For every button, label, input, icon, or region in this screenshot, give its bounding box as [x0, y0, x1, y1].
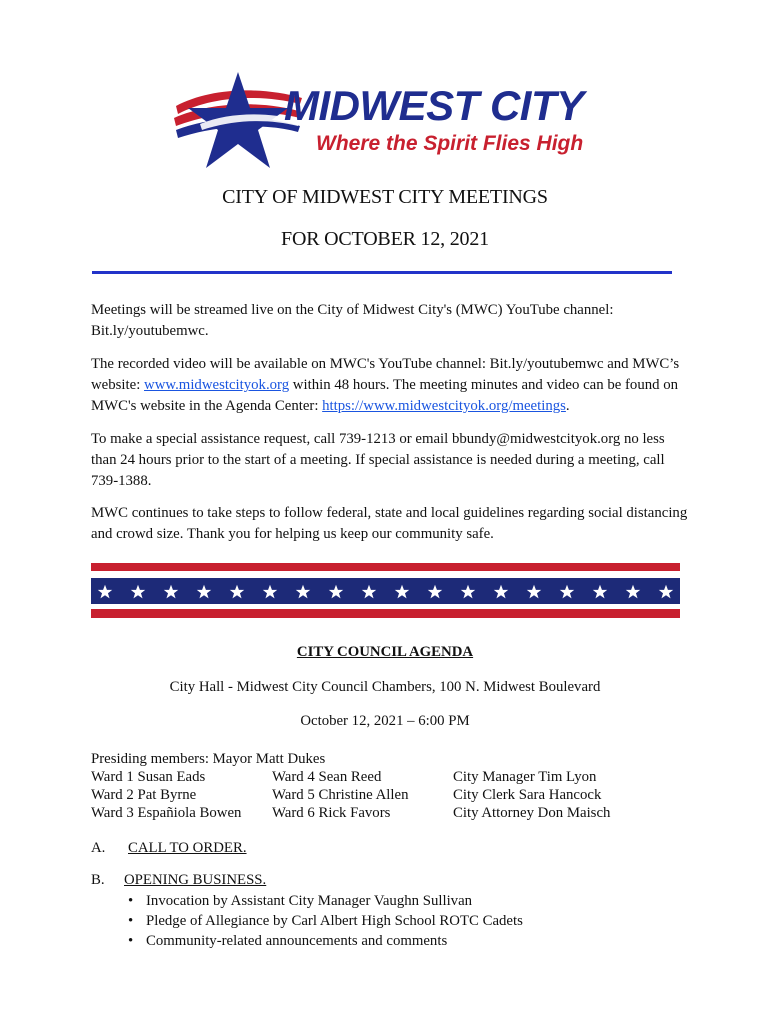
assistance-paragraph: To make a special assistance request, call 739-1213 or email bbundy@midwestcityok.org no less than 24 hours prior to the start of a meeting. If special assistance is needed during a meeting, call 739-1388. — [91, 431, 665, 489]
section-title: CALL TO ORDER. — [128, 840, 247, 856]
list-item: • Community-related announcements and comments — [128, 931, 523, 951]
city-logo — [170, 68, 620, 172]
recording-paragraph — [91, 354, 691, 417]
star-icon — [196, 584, 212, 600]
member-ward-1: Ward 1 Susan Eads — [91, 769, 206, 785]
section-title: OPENING BUSINESS. — [124, 872, 267, 888]
agenda-title: CITY COUNCIL AGENDA — [296, 644, 474, 660]
flag-stripe-red — [91, 609, 680, 618]
meetings-link[interactable]: https://www.midwestcityok.org/meetings — [322, 398, 566, 414]
member-ward-3: Ward 3 Españiola Bowen — [91, 805, 242, 821]
member-ward-2: Ward 2 Pat Byrne — [91, 787, 197, 803]
opening-business-list — [128, 891, 523, 951]
section-letter: B. — [91, 872, 105, 888]
flag-banner — [91, 563, 680, 618]
star-icon — [658, 584, 674, 600]
star-icon — [526, 584, 542, 600]
meeting-location: City Hall - Midwest City Council Chambers, 100 N. Midwest Boulevard — [169, 679, 601, 695]
members-column-1 — [91, 768, 241, 822]
recording-text-c: . — [565, 398, 570, 414]
website-link[interactable]: www.midwestcityok.org — [144, 377, 290, 393]
star-icon — [97, 584, 113, 600]
logo-wordmark: MIDWEST CITY — [284, 82, 584, 129]
member-ward-4: Ward 4 Sean Reed — [272, 769, 382, 785]
guidelines-paragraph: MWC continues to take steps to follow federal, state and local guidelines regarding social distancing and crowd size. Thank you for helping us keep our community safe. — [91, 505, 688, 542]
star-icon — [229, 584, 245, 600]
page-title: CITY OF MIDWEST CITY MEETINGS — [222, 186, 548, 208]
logo-tagline: Where the Spirit Flies High — [316, 132, 584, 155]
star-icon — [460, 584, 476, 600]
star-icon — [592, 584, 608, 600]
members-column-2 — [272, 768, 408, 822]
presiding-members: Presiding members: Mayor Matt Dukes — [91, 751, 326, 767]
recording-text-b: within 48 hours. The meeting minutes and video can be found on MWC's website in the Agenda Center: — [91, 377, 679, 414]
member-ward-5: Ward 5 Christine Allen — [272, 787, 409, 803]
city-clerk: City Clerk Sara Hancock — [453, 787, 602, 803]
flag-stars — [91, 584, 680, 604]
agenda-heading — [0, 644, 770, 661]
star-icon — [394, 584, 410, 600]
star-icon — [559, 584, 575, 600]
list-item: • Invocation by Assistant City Manager Vaughn Sullivan — [128, 891, 523, 911]
section-letter: A. — [91, 840, 106, 856]
city-attorney: City Attorney Don Maisch — [453, 805, 611, 821]
star-icon — [427, 584, 443, 600]
member-ward-6: Ward 6 Rick Favors — [272, 805, 391, 821]
streaming-paragraph: Meetings will be streamed live on the City of Midwest City's (MWC) YouTube channel: Bit.ly/youtubemwc. — [91, 302, 614, 339]
members-column-3 — [453, 768, 610, 822]
recording-text-a: The recorded video will be available on MWC's YouTube channel: Bit.ly/youtubemwc and MWC’s website: — [91, 356, 680, 393]
city-manager: City Manager Tim Lyon — [453, 769, 597, 785]
page-subtitle: FOR OCTOBER 12, 2021 — [281, 228, 489, 250]
star-icon — [130, 584, 146, 600]
star-icon — [493, 584, 509, 600]
title-divider — [92, 271, 672, 274]
list-item: • Pledge of Allegiance by Carl Albert High School ROTC Cadets — [128, 911, 523, 931]
meeting-datetime: October 12, 2021 – 6:00 PM — [300, 713, 470, 729]
star-icon — [262, 584, 278, 600]
star-icon — [328, 584, 344, 600]
star-icon — [295, 584, 311, 600]
flag-stripe-red — [91, 563, 680, 571]
star-icon — [625, 584, 641, 600]
star-icon — [163, 584, 179, 600]
star-icon — [361, 584, 377, 600]
